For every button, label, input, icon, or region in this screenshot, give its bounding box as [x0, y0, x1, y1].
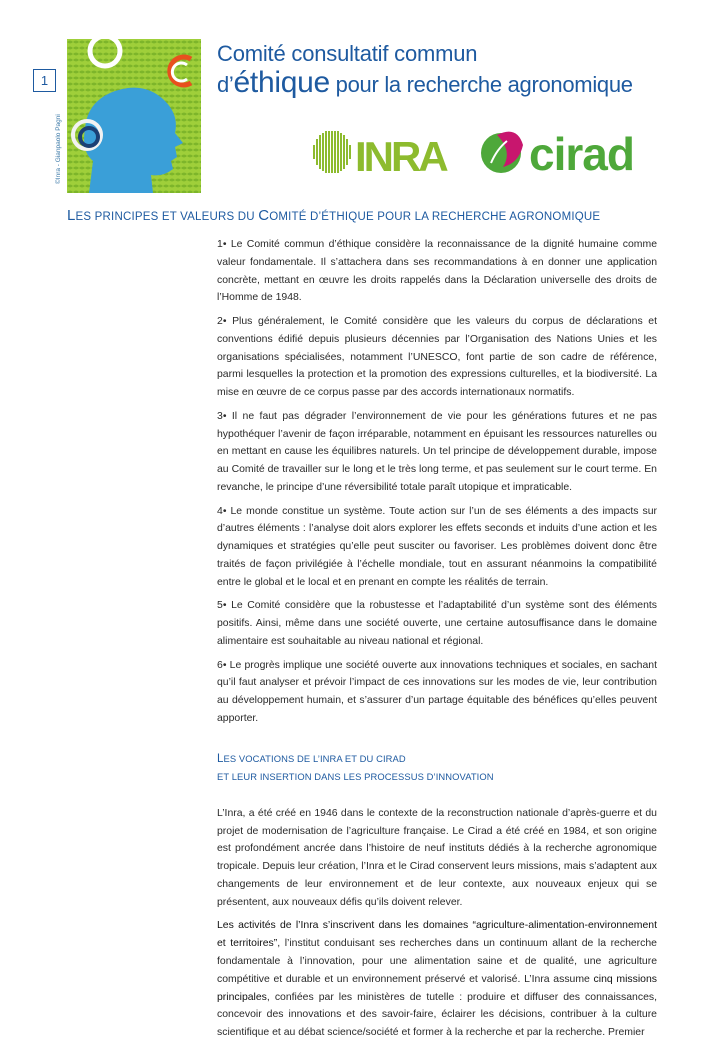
subsection-line1-text: ES VOCATIONS DE L’INRA ET DU CIRAD: [223, 752, 406, 764]
cirad-logo-mark: [479, 123, 659, 179]
inra-logo-mark: [311, 127, 457, 177]
principle-text: • Il ne faut pas dégrader l’environnement de vie pour les générations futures et ne pas hypothéquer l’avenir de façon irréparable, notamment en épuisant les ressources naturelles ou en mettant en cause les équilibres naturels. Un tel principe de développement durable, impose au Comité de travailler sur le long et le très long terme, et pas seulement sur le court terme. En revanche, le principe d’une réversibilité totale paraît utopique et impraticable.: [217, 410, 657, 493]
subsection-cap: L: [217, 752, 224, 765]
principle-text: • Plus généralement, le Comité considère que les valeurs du corpus de déclarations et conventions édifié depuis plusieurs décennies par l’Organisation des Nations Unies et les organisations spécialisées, notamment l’UNESCO, font partie de son cadre de référence, parmi lesquelles la protection et la promotion des expressions culturelles, et la biodiversité. La mise en œuvre de ce corpus passe par des accords internationaux normatifs.: [217, 315, 657, 399]
principle-3: [217, 408, 657, 497]
principle-text: • Le Comité considère que la robustesse et l’adaptabilité d’un système sont des éléments positifs. Ainsi, même dans une société ouverte, une certaine autosuffisance dans le domaine alimentaire est souhaitable au niveau national et régional.: [217, 600, 657, 647]
principle-number: 6: [217, 659, 223, 671]
paragraph-history: L’Inra, a été créé en 1946 dans le contexte de la reconstruction nationale d’après-guerre et du projet de modernisation de l’agriculture française. Le Cirad a été créé en 1984, et son origine est profondément ancrée dans l’histoire de neuf instituts dédiés à la recherche agronomique tropicale. Depuis leur création, l’Inra et le Cirad conservent leurs missions, mais s’adaptent aux changements de leur environnement et de leur contexte, aux nouveaux enjeux qui se présentent, aux nouveaux défis qu’ils doivent relever.: [217, 807, 657, 908]
header-title-line2: [217, 66, 633, 100]
subsection-title-line1: [217, 750, 657, 768]
principle-text: • Le progrès implique une société ouverte aux innovations techniques et sociales, en sachant qu’il faut analyser et prévoir l’impact de ces innovations sur les modes de vie, leur contribution au développement humain, et s’assurer d’un partage équitable des bénéfices qu’elles peuvent apporter.: [217, 659, 657, 724]
cirad-logo-text: cirad: [529, 128, 634, 179]
principle-text: • Le monde constitue un système. Toute action sur l’un de ses éléments a des impacts sur d’autres éléments : l’analyse doit alors explorer les effets seconds et induits d’une action et les dynamiques et stratégies qu’elle peut susciter ou favoriser. Les problèmes doivent donc être traités de façon privilégiée à l’échelle mondiale, tout en assurant néanmoins la compatibilité entre le global et le local et en prenant en compte les réalités de terrain.: [217, 505, 657, 588]
principle-1: [217, 236, 657, 307]
principle-number: 1: [217, 239, 223, 250]
page-number: 1: [33, 69, 56, 92]
principle-text: • Le Comité commun d’éthique considère la reconnaissance de la dignité humaine comme valeur fondamentale. Il s’attachera dans ses recommandations à en donner une application concrète, mettant en œuvre les droits rappelés dans la Déclaration universelle des droits de l’Homme de 1948.: [217, 239, 657, 304]
principle-number: 2: [217, 315, 223, 327]
inra-logo: [311, 127, 457, 177]
principle-5: [217, 597, 657, 650]
section-title-part1: ES PRINCIPES ET VALEURS DU: [75, 211, 259, 223]
title-emphasis: éthique: [233, 66, 330, 99]
cirad-logo: [479, 123, 659, 179]
head-silhouette-illustration: [67, 39, 201, 193]
paragraph-text: , l’institut conduisant ses recherches dans un continuum allant de la recherche fondamentale à l’innovation, pour une alimentation saine et de qualité, une agriculture compétitive et durable et un environnement préservé et valorisé. L’Inra assume: [217, 938, 657, 985]
header-title-line1: Comité consultatif commun: [217, 41, 478, 66]
section-title-cap2: C: [258, 207, 270, 224]
cover-illustration: [67, 39, 201, 193]
inra-logo-text: INRA: [355, 133, 446, 177]
subsection-title: [217, 750, 657, 785]
title-prefix: d’: [217, 72, 234, 97]
principle-number: 5: [217, 600, 223, 612]
section-title-cap: L: [67, 207, 76, 224]
paragraph-text: , confiées par les ministères de tutelle : produire et diffuser des connaissances, concevoir des innovations et des savoir-faire, éclairer les décisions, contribuer à la culture scientifique et au débat science/société et former à la recherche et par la recherche. Premier: [217, 991, 657, 1039]
principle-6: [217, 657, 657, 728]
principle-number: 3: [217, 410, 223, 422]
main-text-column: [217, 236, 657, 1048]
principle-number: 4: [217, 505, 223, 517]
subsection-title-line2: ET LEUR INSERTION DANS LES PROCESSUS D’INNOVATION: [217, 770, 494, 782]
emphasis-domains: Les activités de l’Inra s’inscrivent dans les domaines “agriculture-alimentation-environnement et territoires”: [217, 920, 657, 950]
section-title: [67, 207, 667, 225]
section-title-part2: OMITÉ D’ÉTHIQUE POUR LA RECHERCHE AGRONOMIQUE: [269, 211, 601, 223]
paragraph-activities: [217, 917, 657, 1042]
principle-4: [217, 503, 657, 592]
photo-credit: ©Inra - Gianpaolo Pagni: [55, 114, 62, 184]
emphasis-missions: cinq missions principales: [217, 973, 657, 1003]
principle-2: [217, 313, 657, 402]
title-rest: pour la recherche agronomique: [329, 72, 633, 97]
